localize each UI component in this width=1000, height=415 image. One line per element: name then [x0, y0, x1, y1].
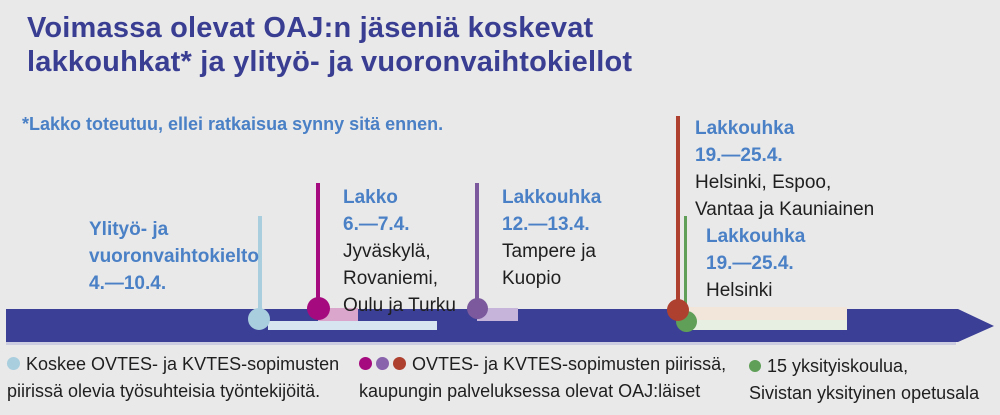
marker-lakko-6-7-circle	[307, 297, 330, 320]
legend-text: piirissä olevia työsuhteisia työntekijöitä.	[7, 381, 321, 401]
magenta-bullet-icon	[359, 357, 372, 370]
event-dates: 4.—10.4.	[89, 273, 167, 294]
legend-line	[749, 353, 979, 380]
event-location: Helsinki, Espoo,	[695, 172, 832, 193]
red-bullet-icon	[393, 357, 406, 370]
stem-lakkouhka-12-13	[475, 183, 479, 310]
legend-text: 15 yksityiskoulua,	[767, 356, 909, 376]
legend-item-city-oaj-members	[359, 351, 726, 405]
event-dates: 6.—7.4.	[343, 214, 410, 235]
event-title: Ylityö- ja	[89, 219, 169, 240]
legend-text: Koskee OVTES- ja KVTES-sopimusten	[26, 354, 340, 374]
legend-text: Sivistan yksityinen opetusala	[749, 383, 980, 403]
event-location: Helsinki	[706, 280, 773, 301]
marker-ylityokielto-circle	[248, 308, 270, 330]
footnote: *Lakko toteutuu, ellei ratkaisua synny sitä ennen.	[22, 114, 444, 134]
event-location: Jyväskylä,	[343, 241, 431, 262]
green-bullet-icon	[749, 360, 761, 372]
event-dates: 12.—13.4.	[502, 214, 590, 235]
marker-lakkouhka-19-25-capital-circle	[667, 299, 689, 321]
event-title: Lakkouhka	[502, 187, 602, 208]
band-lakkouhka-19-25-capital	[686, 307, 847, 320]
stem-lakko-6-7	[316, 183, 320, 310]
event-location: Tampere ja	[502, 241, 596, 262]
event-location: Oulu ja Turku	[343, 295, 456, 316]
band-ylityokielto-4-10	[268, 321, 437, 330]
legend-item-ovtes-kvtes-employees	[7, 351, 339, 405]
page-title	[27, 11, 632, 79]
lightblue-bullet-icon	[7, 357, 20, 370]
legend-item-private-schools	[749, 353, 979, 407]
legend-text: kaupungin palveluksessa olevat OAJ:läiset	[359, 381, 701, 401]
event-title: Lakkouhka	[695, 118, 795, 139]
timeline-bar-shadow	[6, 342, 956, 345]
event-title: Lakko	[343, 187, 398, 208]
event-location: Kuopio	[502, 268, 562, 289]
event-label-lakkouhka-12-13	[502, 184, 601, 292]
event-dates: 19.—25.4.	[695, 145, 783, 166]
marker-lakkouhka-12-13-circle	[467, 298, 488, 319]
event-label-ylityokielto	[89, 216, 259, 297]
event-label-lakkouhka-19-25-capital	[695, 115, 874, 223]
legend-line	[7, 351, 339, 378]
band-lakkouhka-19-25-helsinki	[686, 320, 847, 330]
purple-bullet-icon	[376, 357, 389, 370]
event-title: Lakkouhka	[706, 226, 806, 247]
legend-text: OVTES- ja KVTES-sopimusten piirissä,	[412, 354, 727, 374]
event-title: vuoronvaihtokielto	[89, 246, 259, 267]
page-title-line-1: Voimassa olevat OAJ:n jäseniä koskevat	[27, 12, 594, 44]
event-location: Rovaniemi,	[343, 268, 439, 289]
event-location: Vantaa ja Kauniainen	[695, 199, 875, 220]
event-label-lakko-6-7	[343, 184, 456, 319]
timeline-arrowhead-icon	[958, 309, 994, 342]
legend-line	[359, 351, 726, 378]
page-title-line-2: lakkouhkat* ja ylityö- ja vuoronvaihtokiellot	[27, 46, 633, 78]
stem-lakkouhka-19-25-capital	[676, 116, 680, 307]
event-label-lakkouhka-19-25-helsinki	[706, 223, 805, 304]
event-dates: 19.—25.4.	[706, 253, 794, 274]
